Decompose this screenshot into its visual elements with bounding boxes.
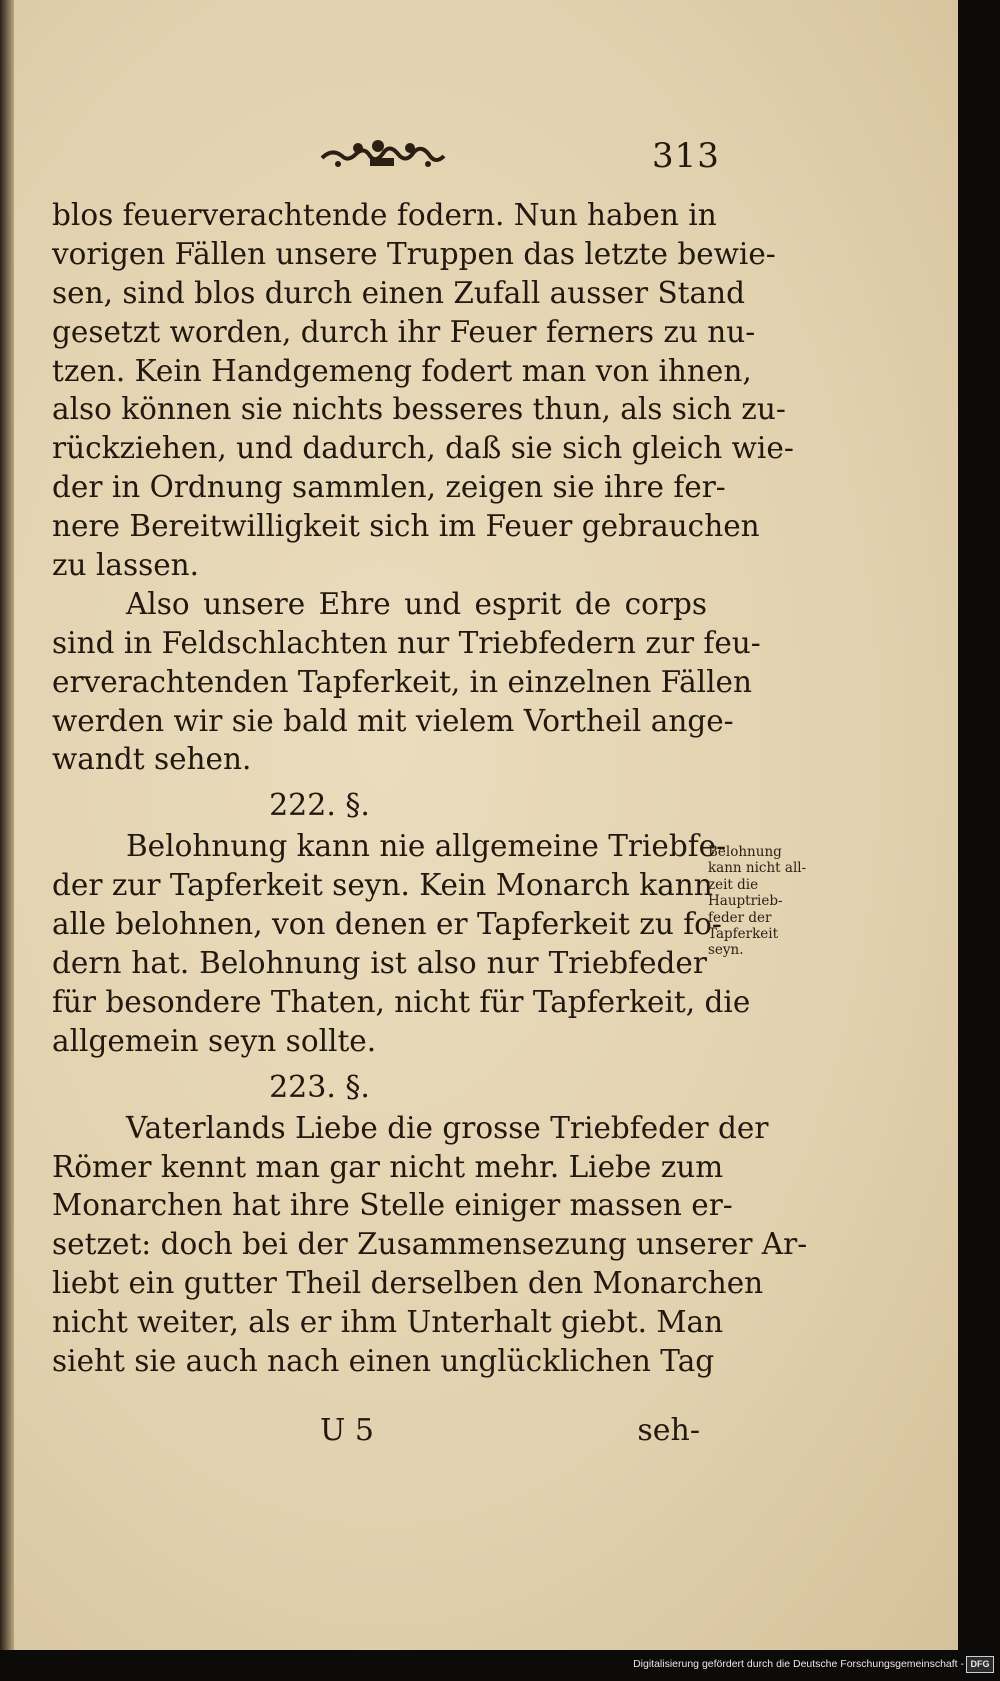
- text-line: nere Bereitwilligkeit sich im Feuer gebrauchen: [52, 509, 760, 544]
- marginal-note: [708, 844, 848, 959]
- section-heading-223: 223. §.: [269, 1069, 370, 1105]
- margin-note-line: zeit die: [708, 876, 759, 893]
- text-line: der zur Tapferkeit seyn. Kein Monarch kann: [52, 868, 713, 903]
- margin-note-line: seyn.: [708, 942, 744, 959]
- text-line: sieht sie auch nach einen unglücklichen Tag: [52, 1344, 715, 1379]
- text-line: Also unsere Ehre und esprit de corps: [126, 586, 707, 621]
- margin-note-line: Tapferkeit: [708, 926, 778, 943]
- funding-credit: Digitalisierung gefördert durch die Deutsche Forschungsgemeinschaft -: [633, 1658, 964, 1670]
- text-line: rückziehen, und dadurch, daß sie sich gleich wie-: [52, 431, 794, 466]
- text-line: erverachtenden Tapferkeit, in einzelnen Fällen: [52, 664, 752, 699]
- text-line: der in Ordnung sammlen, zeigen sie ihre fer-: [52, 470, 726, 505]
- text-line: liebt ein gutter Theil derselben den Monarchen: [52, 1266, 764, 1301]
- text-line: sen, sind blos durch einen Zufall ausser Stand: [52, 275, 745, 310]
- page-footer-line: [320, 1413, 700, 1453]
- text-line: blos feuerverachtende fodern. Nun haben in: [52, 198, 717, 232]
- section-heading-222: 222. §.: [269, 788, 370, 824]
- text-line: dern hat. Belohnung ist also nur Triebfeder: [52, 946, 707, 981]
- dfg-logo: DFG: [966, 1656, 994, 1673]
- page-number: 313: [652, 136, 720, 176]
- text-line: für besondere Thaten, nicht für Tapferkeit, die: [52, 984, 751, 1019]
- margin-note-line: kann nicht all-: [708, 860, 807, 877]
- text-line: zu lassen.: [52, 548, 200, 583]
- text-line: nicht weiter, als er ihm Unterhalt giebt. Man: [52, 1305, 724, 1340]
- text-line: alle belohnen, von denen er Tapferkeit zu fo-: [52, 907, 722, 942]
- text-line: gesetzt worden, durch ihr Feuer ferners zu nu-: [52, 314, 756, 349]
- text-line: allgemein seyn sollte.: [52, 1023, 377, 1058]
- text-line: also können sie nichts besseres thun, als sich zu-: [52, 392, 786, 427]
- margin-note-line: Hauptrieb-: [708, 893, 783, 910]
- ornament-vignette-icon: [318, 138, 448, 174]
- text-line: wandt sehen.: [52, 742, 252, 777]
- text-line: setzet: doch bei der Zusammensezung unserer Ar-: [52, 1227, 808, 1262]
- margin-note-line: Belohnung: [708, 844, 782, 860]
- text-line: tzen. Kein Handgemeng fodert man von ihnen,: [52, 353, 752, 388]
- text-line: Vaterlands Liebe die grosse Triebfeder der: [126, 1110, 769, 1145]
- margin-note-line: feder der: [708, 909, 772, 926]
- text-line: vorigen Fällen unsere Truppen das letzte bewie-: [52, 236, 776, 271]
- text-line: sind in Feldschlachten nur Triebfedern zur feu-: [52, 625, 761, 660]
- digitization-footer: [0, 1650, 1000, 1681]
- text-line: werden wir sie bald mit vielem Vortheil ange-: [52, 703, 734, 738]
- catchword: seh-: [637, 1413, 700, 1448]
- signature-mark: U 5: [320, 1413, 374, 1448]
- text-line: Monarchen hat ihre Stelle einiger massen er-: [52, 1188, 733, 1223]
- page-gutter-shadow: [0, 0, 14, 1650]
- text-line: Belohnung kann nie allgemeine Triebfe-: [126, 829, 727, 864]
- text-line: Römer kennt man gar nicht mehr. Liebe zum: [52, 1149, 724, 1184]
